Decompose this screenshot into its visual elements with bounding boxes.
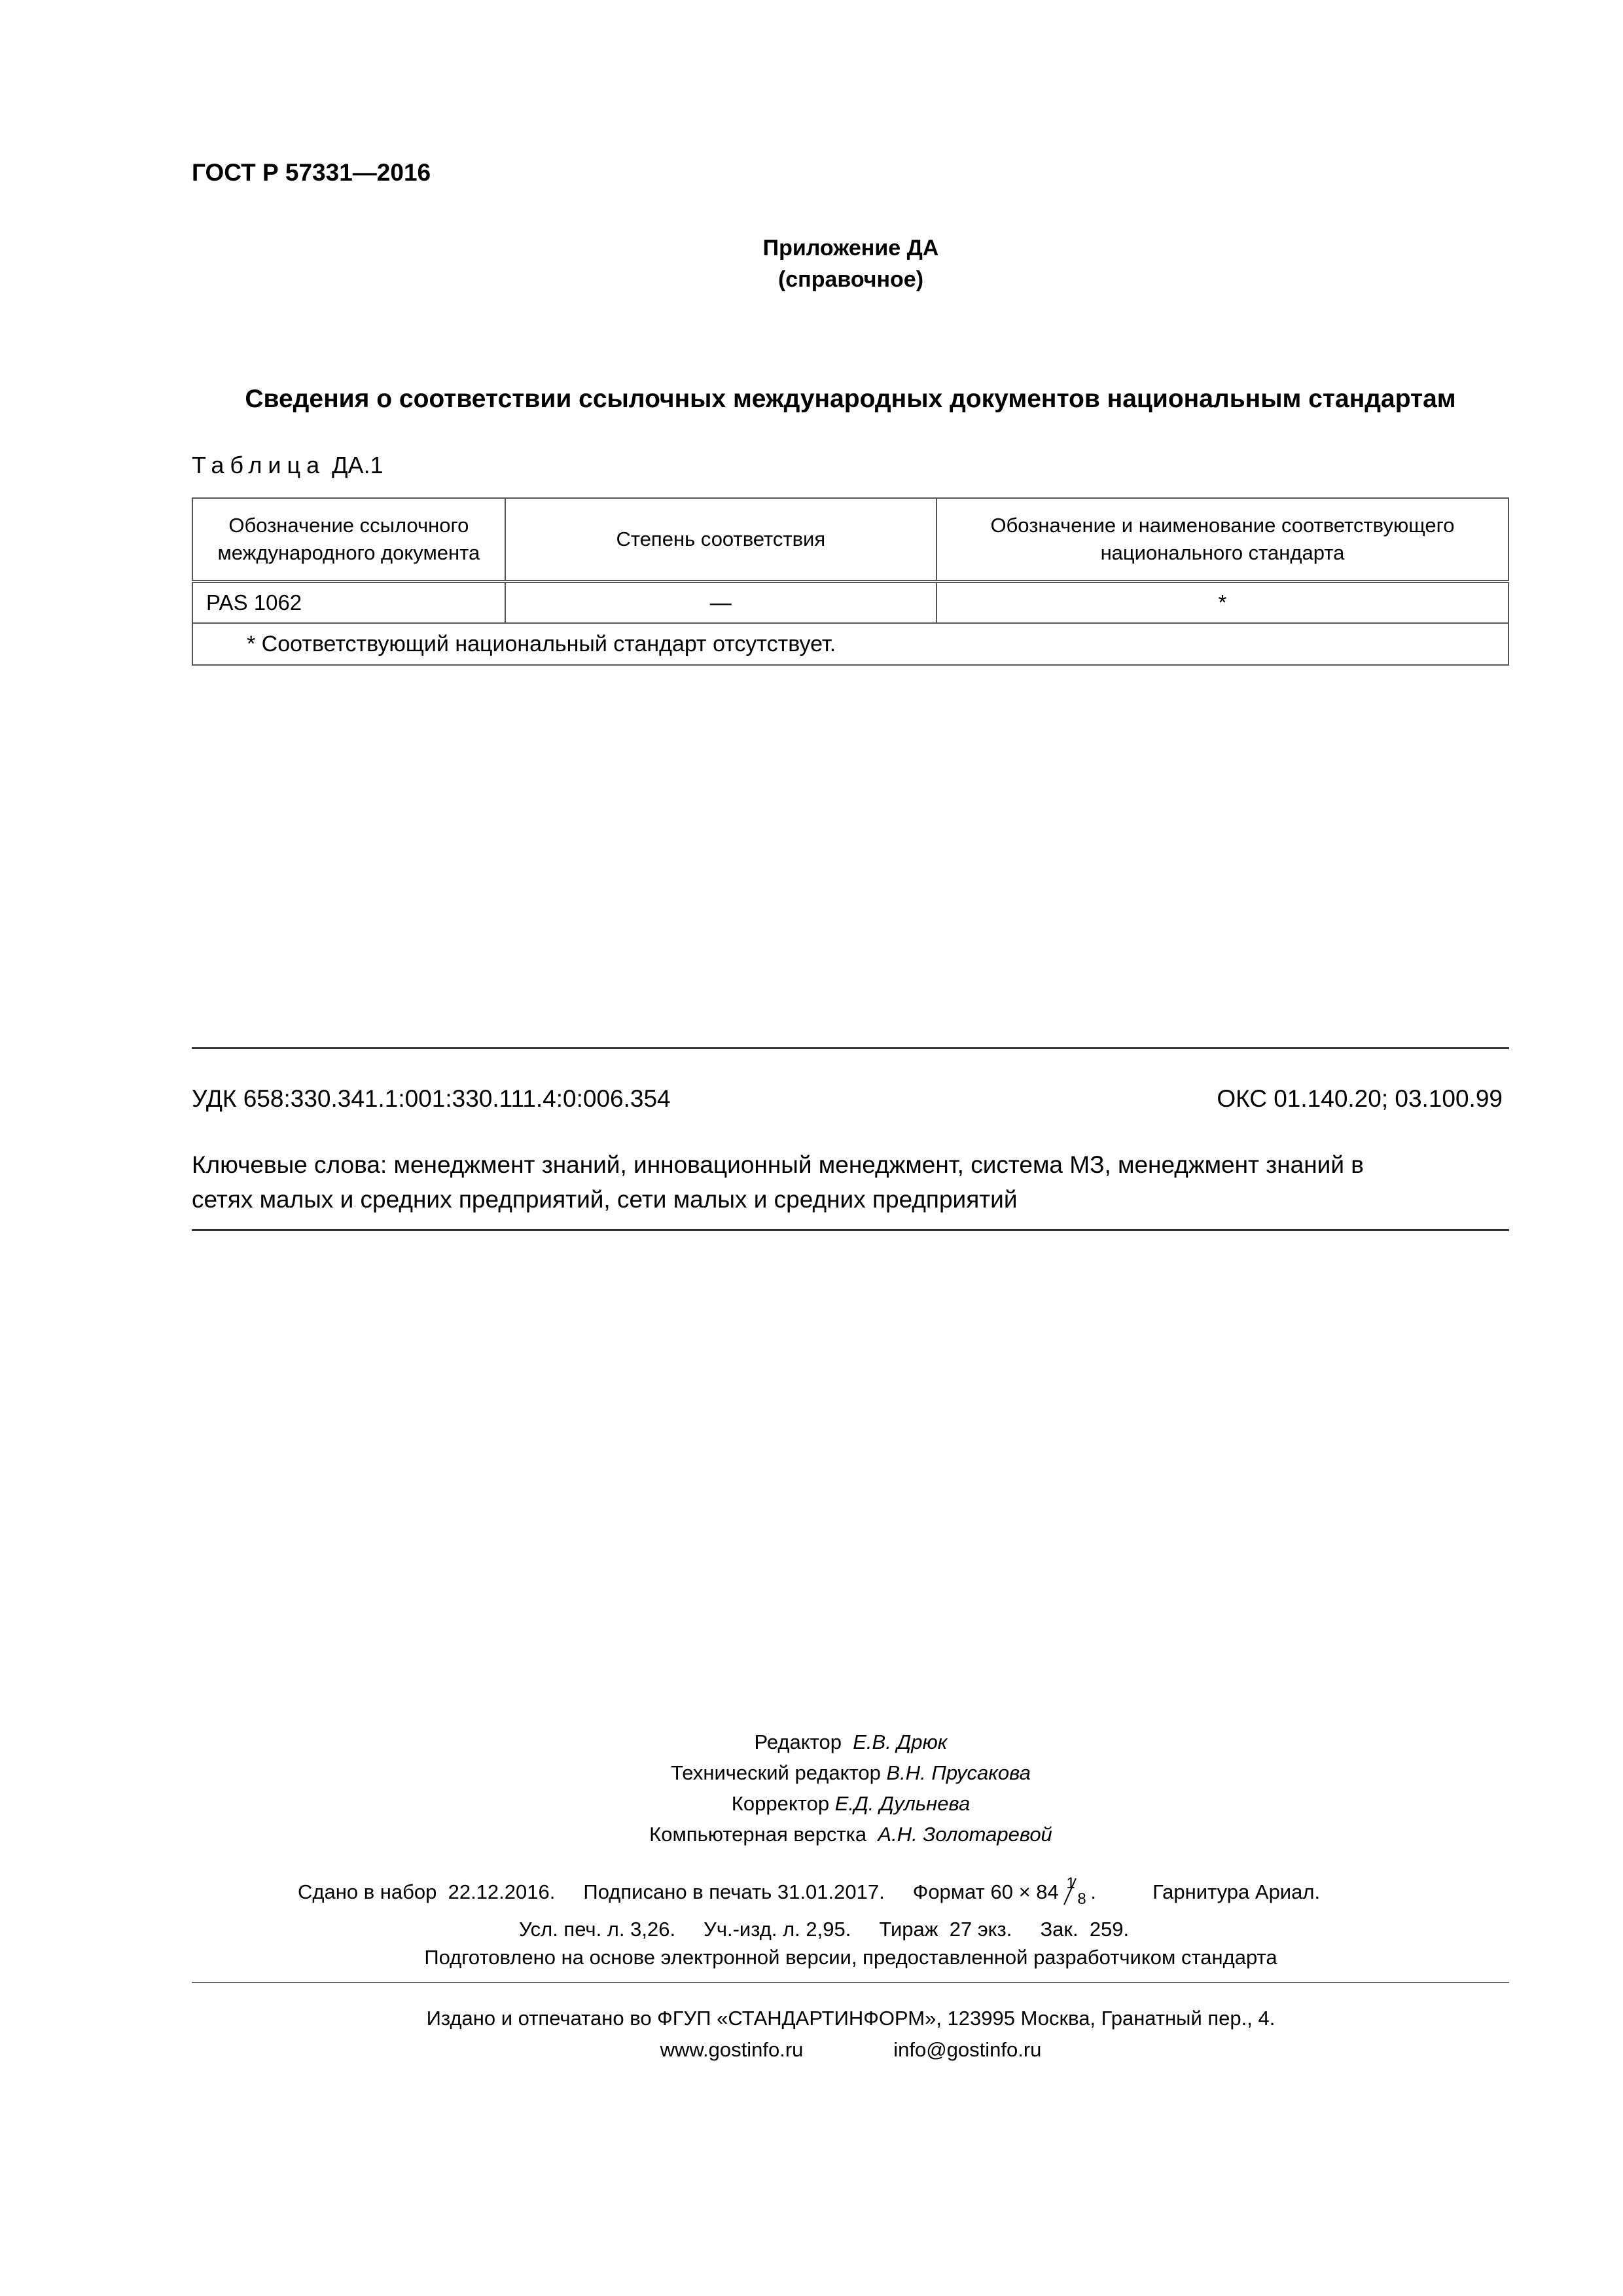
header-col1-line2: международного документа <box>217 541 480 564</box>
header-national-standard <box>936 498 1508 582</box>
section-title: Сведения о соответствии ссылочных международных документов национальным стандартам <box>245 385 1456 413</box>
credit-editor-name: Е.В. Дрюк <box>853 1731 948 1753</box>
credit-layout-label: Компьютерная верстка <box>649 1823 867 1846</box>
divider-publisher <box>192 1982 1509 1983</box>
publisher-block <box>0 2003 1623 2066</box>
header-col3-line2: национального стандарта <box>1100 541 1345 564</box>
print-info-line3: Подготовлено на основе электронной версии, предоставленной разработчиком стандарта <box>424 1946 1277 1969</box>
appendix-heading <box>0 232 1623 295</box>
publisher-address: Издано и отпечатано во ФГУП «СТАНДАРТИНФОРМ», 123995 Москва, Гранатный пер., 4. <box>426 2007 1275 2030</box>
cell-degree: — <box>505 582 936 624</box>
table-header-row <box>192 498 1508 582</box>
print-info-line2: Усл. печ. л. 3,26. Уч.-изд. л. 2,95. Тираж 27 экз. Зак. 259. <box>519 1918 1130 1941</box>
credit-editor-label: Редактор <box>754 1731 842 1753</box>
header-col1-line1: Обозначение ссылочного <box>228 514 469 537</box>
credit-layout-name: А.Н. Золотаревой <box>878 1823 1052 1846</box>
keywords <box>192 1147 1520 1217</box>
divider-top <box>192 1047 1509 1049</box>
publisher-email-link[interactable]: info@gostinfo.ru <box>893 2038 1042 2061</box>
document-id: ГОСТ Р 57331—2016 <box>192 159 431 186</box>
publisher-website-link[interactable]: www.gostinfo.ru <box>660 2038 804 2061</box>
appendix-subtitle: (справочное) <box>777 267 924 292</box>
credit-editor <box>0 1727 1623 1757</box>
table-note-row <box>192 623 1508 665</box>
correspondence-table <box>192 497 1509 666</box>
keywords-line2: сетях малых и средних предприятий, сети малых и средних предприятий <box>192 1186 1018 1213</box>
table-footnote: * Соответствующий национальный стандарт отсутствует. <box>192 623 1508 665</box>
cell-reference-document: PAS 1062 <box>192 582 505 624</box>
header-reference-document <box>192 498 505 582</box>
print-info-line1-b: . Гарнитура Ариал. <box>1090 1880 1321 1903</box>
credit-corrector <box>0 1788 1623 1819</box>
format-fraction-denominator: 8 <box>1077 1890 1086 1908</box>
credits-block <box>0 1727 1623 1850</box>
credit-tech-editor <box>0 1757 1623 1788</box>
table-caption-id: ДА.1 <box>332 452 383 478</box>
print-info-line1-a: Сдано в набор 22.12.2016. Подписано в печать 31.01.2017. Формат 60 × 84 <box>298 1880 1065 1903</box>
udk-code: УДК 658:330.341.1:001:330.111.4:0:006.354 <box>192 1085 671 1112</box>
credit-corrector-label: Корректор <box>731 1792 830 1815</box>
format-fraction <box>1064 1874 1090 1908</box>
divider-keywords <box>192 1229 1509 1231</box>
cell-national-standard: * <box>936 582 1508 624</box>
oks-code: ОКС 01.140.20; 03.100.99 <box>1217 1085 1503 1112</box>
credit-layout <box>0 1819 1623 1850</box>
table-caption-word: Таблица <box>192 452 326 478</box>
publisher-links <box>0 2034 1623 2066</box>
header-degree: Степень соответствия <box>505 498 936 582</box>
appendix-title: Приложение ДА <box>762 236 939 260</box>
table-caption <box>192 452 383 479</box>
keywords-line1: Ключевые слова: менеджмент знаний, инновационный менеджмент, система МЗ, менеджмент знаний в <box>192 1151 1364 1178</box>
credit-corrector-name: Е.Д. Дульнева <box>834 1792 971 1815</box>
format-fraction-numerator: 1 <box>1066 1874 1075 1892</box>
header-col3-line1: Обозначение и наименование соответствующего <box>990 514 1455 537</box>
credit-tech-editor-name: В.Н. Прусакова <box>886 1761 1031 1784</box>
table-row <box>192 582 1508 624</box>
print-info-line1 <box>298 1874 1321 1908</box>
credit-tech-editor-label: Технический редактор <box>671 1761 881 1784</box>
